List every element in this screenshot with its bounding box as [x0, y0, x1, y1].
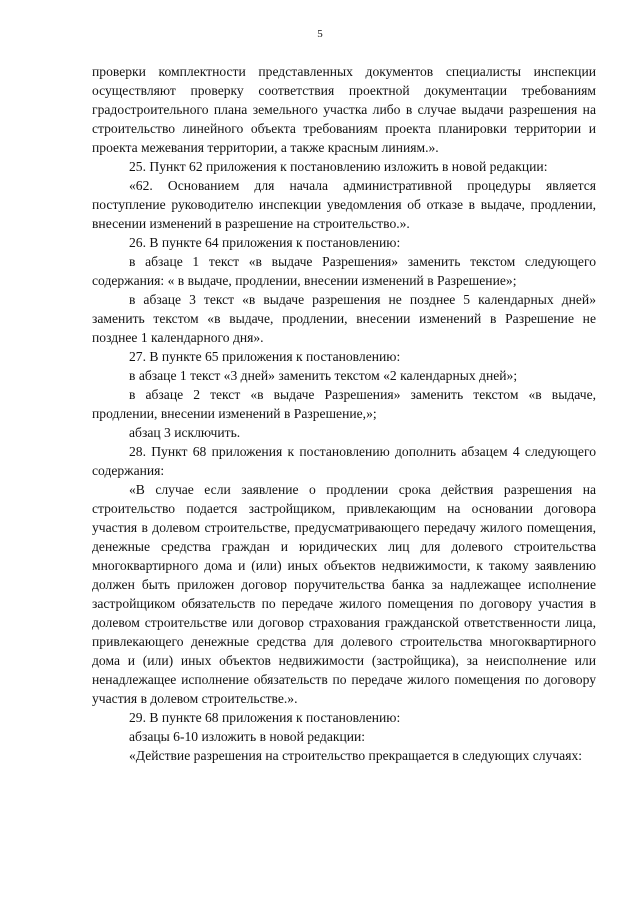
paragraph: в абзаце 1 текст «3 дней» заменить текстом «2 календарных дней»; — [129, 368, 518, 383]
paragraph: в абзаце 3 текст «в выдаче разрешения не позднее 5 календарных дней» заменить текстом «в выдаче, продлении, внесении изменений в Разрешение не позднее 1 календарного дня». — [92, 292, 596, 345]
paragraph: абзацы 6-10 изложить в новой редакции: — [129, 729, 366, 744]
page-number: 5 — [317, 28, 323, 40]
paragraph: 26. В пункте 64 приложения к постановлению: — [129, 235, 401, 250]
paragraph: «В случае если заявление о продлении срока действия разрешения на строительство подается застройщиком, привлекающим на основании договора участия в долевом строительстве, предусматривающего передачу жилого помещения, денежные средства граждан и юридических лиц для долевого строительства многоквартирного дома и (или) иных объектов недвижимости, к такому заявлению должен быть приложен договор поручительства банка за надлежащее исполнение застройщиком обязательств по передаче жилого помещения по договору участия в долевом строительстве или договор страхования гражданской ответственности лица, привлекающего денежные средства для долевого строительства многоквартирного дома и (или) иных объектов недвижимости (застройщика), за неисполнение или ненадлежащее исполнение обязательств по передаче жилого помещения по договору участия в долевом строительстве.». — [92, 482, 596, 706]
paragraph: проверки комплектности представленных документов специалисты инспекции осуществляют проверку соответствия проектной документации требованиям градостроительного плана земельного участка либо в случае выдачи разрешения на строительство линейного объекта требованиям проекта планировки территории и проекта межевания территории, а также красным линиям.». — [92, 64, 596, 155]
paragraph: «62. Основанием для начала административной процедуры является поступление руководителю инспекции уведомления об отказе в выдаче, продлении, внесении изменений в разрешение на строительство.». — [92, 178, 596, 231]
paragraph: в абзаце 2 текст «в выдаче Разрешения» заменить текстом «в выдаче, продлении, внесении изменений в Разрешение,»; — [92, 387, 596, 421]
paragraph: 25. Пункт 62 приложения к постановлению изложить в новой редакции: — [129, 159, 548, 174]
paragraph: 28. Пункт 68 приложения к постановлению дополнить абзацем 4 следующего содержания: — [92, 444, 596, 478]
paragraph: 29. В пункте 68 приложения к постановлению: — [129, 710, 401, 725]
paragraph: 27. В пункте 65 приложения к постановлению: — [129, 349, 401, 364]
paragraph: абзац 3 исключить. — [129, 425, 241, 440]
paragraph: «Действие разрешения на строительство прекращается в следующих случаях: — [129, 748, 583, 763]
paragraph: в абзаце 1 текст «в выдаче Разрешения» заменить текстом следующего содержания: « в выдаче, продлении, внесении изменений в Разрешение»; — [92, 254, 596, 288]
document-body — [92, 62, 596, 765]
